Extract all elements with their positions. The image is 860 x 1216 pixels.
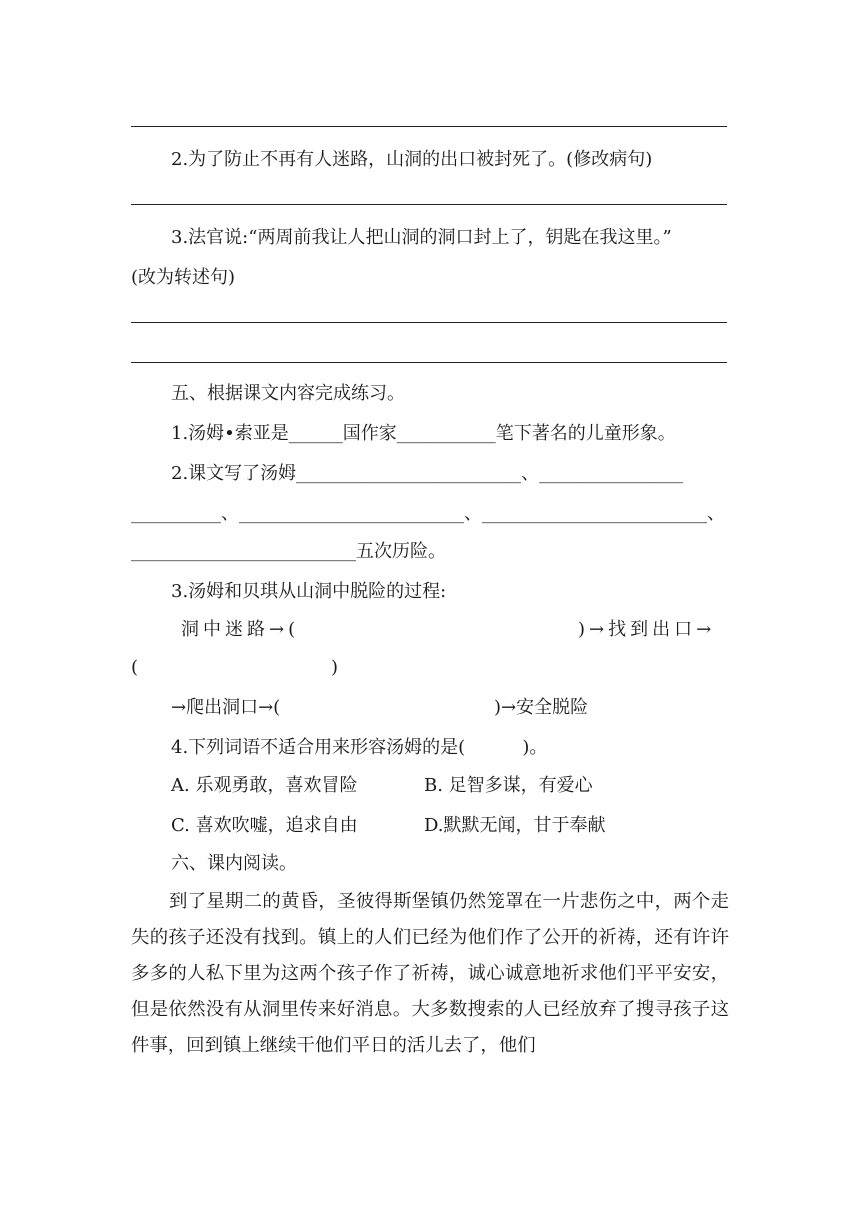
answer-line-2: [131, 204, 727, 205]
answer-line-1: [131, 126, 727, 127]
flow-paren-open: (: [131, 657, 139, 678]
question-4-3-instruction: (改为转述句): [131, 267, 236, 288]
question-5-3-title: 3.汤姆和贝琪从山洞中脱险的过程:: [171, 581, 447, 602]
option-c: C. 喜欢吹嘘，追求自由: [171, 815, 358, 836]
answer-line-4: [131, 362, 727, 363]
question-5-1: 1.汤姆•索亚是______国作家___________笔下著名的儿童形象。: [171, 423, 676, 444]
reading-passage: 到了星期二的黄昏，圣彼得斯堡镇仍然笼罩在一片悲伤之中，两个走失的孩子还没有找到。镇上的人们已经为他们作了公开的祈祷，还有许许多多的人私下里为这两个孩子作了祈祷，诚心诚意地祈求他们平平安安，但是依然没有从洞里传来好消息。大多数搜索的人已经放弃了搜寻孩子这件事，回到镇上继续干他们平日的活儿去了，他们: [131, 891, 729, 1056]
flow-step-lost: 洞中迷路→(: [181, 619, 300, 640]
question-5-4: 4.下列词语不适合用来形容汤姆的是( )。: [171, 737, 548, 758]
flow-step-safe: )→安全脱险: [494, 697, 589, 718]
question-5-2-line-2: __________、_________________________、_________________________、: [131, 503, 725, 524]
option-b: B. 足智多谋，有爱心: [424, 775, 593, 796]
answer-line-3: [131, 322, 727, 323]
flow-step-exit: )→找到出口→: [578, 619, 716, 640]
section-6-heading: 六、课内阅读。: [171, 853, 297, 874]
section-5-heading: 五、根据课文内容完成练习。: [171, 383, 405, 404]
flow-paren-close: ): [331, 657, 339, 678]
question-4-3: 3.法官说:“两周前我让人把山洞的洞口封上了，钥匙在我这里。”: [171, 227, 672, 248]
question-4-2: 2.为了防止不再有人迷路，山洞的出口被封死了。(修改病句): [171, 149, 653, 170]
question-5-2-line-3: _________________________五次历险。: [131, 541, 446, 562]
option-d: D.默默无闻，甘于奉献: [424, 815, 606, 836]
option-a: A. 乐观勇敢，喜欢冒险: [171, 775, 358, 796]
question-5-2-line-1: 2.课文写了汤姆_________________________、________________: [171, 463, 684, 484]
flow-step-climb: →爬出洞口→(: [171, 697, 281, 718]
